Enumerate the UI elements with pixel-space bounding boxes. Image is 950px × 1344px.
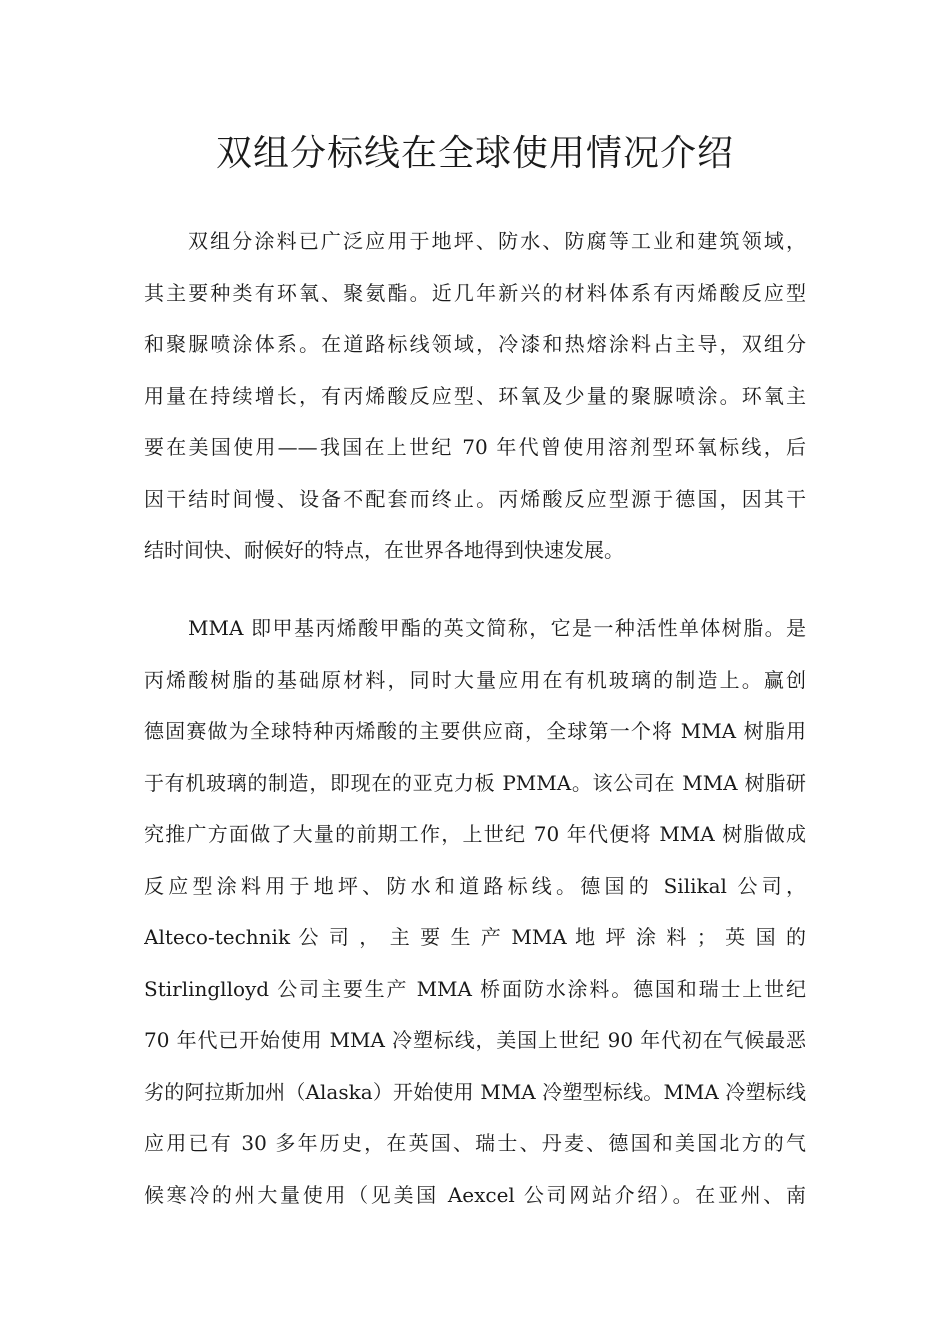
paragraph-line: 用量在持续增长，有丙烯酸反应型、环氧及少量的聚脲喷涂。环氧主 xyxy=(144,383,806,408)
paragraph-line: 70 年代已开始使用 MMA 冷塑标线，美国上世纪 90 年代初在气候最恶 xyxy=(144,1028,806,1052)
paragraph-line: 劣的阿拉斯加州（Alaska）开始使用 MMA 冷塑型标线。MMA 冷塑标线 xyxy=(144,1079,806,1104)
paragraph-line: 丙烯酸树脂的基础原材料，同时大量应用在有机玻璃的制造上。赢创 xyxy=(144,667,806,692)
paragraph-line: 究推广方面做了大量的前期工作，上世纪 70 年代便将 MMA 树脂做成 xyxy=(144,822,806,846)
paragraph-line: 反应型涂料用于地坪、防水和道路标线。德国的 Silikal 公司， xyxy=(144,873,806,898)
paragraph-line: 要在美国使用——我国在上世纪 70 年代曾使用溶剂型环氧标线，后 xyxy=(144,435,806,459)
paragraph-line: 应用已有 30 多年历史，在英国、瑞士、丹麦、德国和美国北方的气 xyxy=(144,1131,806,1155)
paragraph-line: 德固赛做为全球特种丙烯酸的主要供应商，全球第一个将 MMA 树脂用 xyxy=(144,719,806,743)
paragraph-2 xyxy=(144,603,806,1221)
paragraph-line: 因干结时间慢、设备不配套而终止。丙烯酸反应型源于德国，因其干 xyxy=(144,486,806,511)
paragraph-line: 其主要种类有环氧、聚氨酯。近几年新兴的材料体系有丙烯酸反应型 xyxy=(144,280,806,305)
paragraph-line: 结时间快、耐候好的特点，在世界各地得到快速发展。 xyxy=(144,538,624,562)
paragraph-1 xyxy=(144,216,806,577)
paragraph-line: Alteco-technik 公 司 ， 主 要 生 产 MMA 地 坪 涂 料 ； 英 国 的 xyxy=(144,925,806,949)
document-title: 双组分标线在全球使用情况介绍 xyxy=(215,133,734,174)
paragraph-line: 于有机玻璃的制造，即现在的亚克力板 PMMA。该公司在 MMA 树脂研 xyxy=(144,770,806,795)
paragraph-line: MMA 即甲基丙烯酸甲酯的英文简称，它是一种活性单体树脂。是 xyxy=(188,616,806,640)
paragraph-line: 候寒冷的州大量使用（见美国 Aexcel 公司网站介绍）。在亚州、南 xyxy=(144,1182,806,1207)
paragraph-line: 双组分涂料已广泛应用于地坪、防水、防腐等工业和建筑领域， xyxy=(188,229,806,253)
paragraph-line: Stirlinglloyd 公司主要生产 MMA 桥面防水涂料。德国和瑞士上世纪 xyxy=(144,976,806,1001)
paragraph-line: 和聚脲喷涂体系。在道路标线领域，冷漆和热熔涂料占主导，双组分 xyxy=(144,332,806,356)
